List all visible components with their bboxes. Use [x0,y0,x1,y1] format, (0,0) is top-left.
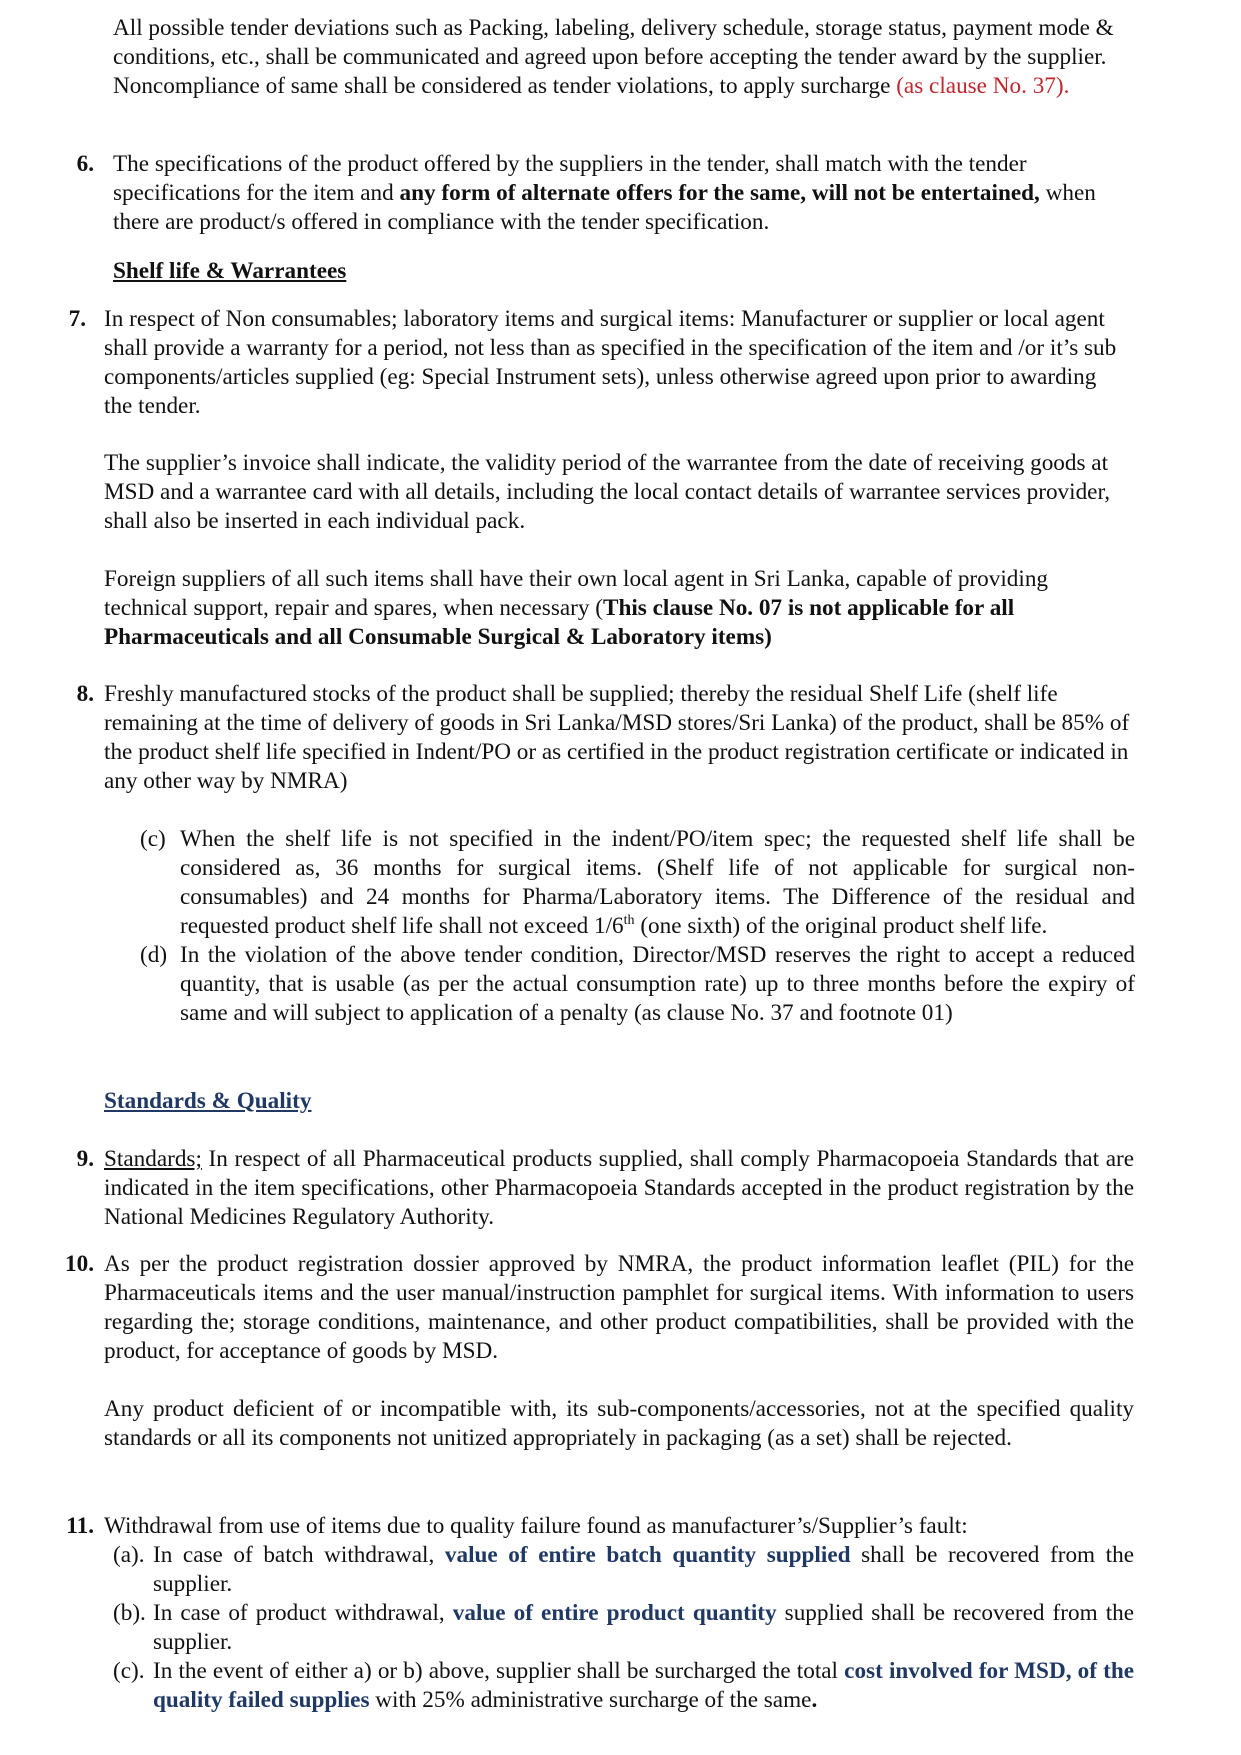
clause-10-number: 10. [65,1251,94,1277]
clause-9-number: 9. [76,1146,94,1172]
clause-11-item-a-post: shall be recovered from the supplier. [153,1542,1135,1597]
clause-11-number: 11. [66,1513,94,1539]
intro-clause-ref: (as clause No. 37). [896,73,1070,99]
clause-9-underlined: Standards; [104,1146,202,1172]
clause-8-item-c-text: When the shelf life is not specified in the indent/PO/item spec; the requested shelf life shall be considered as, 36 months for surgical items. (Shelf life of not applicable for surgical non-consumables) and 24 months for Pharma/Laboratory items. The Difference of the residual and requested product shelf life shall not exceed 1/6 [180,826,1135,939]
clause-11-item-a [113,1541,1134,1599]
shelf-life-heading: Shelf life & Warrantees [113,258,347,284]
clause-11-item-c-label: (c). [113,1658,145,1684]
clause-6-post: when there are product/s offered in compliance with the tender specification. [113,180,1096,235]
standards-heading: Standards & Quality [104,1088,312,1114]
clause-7-number: 7. [68,306,86,332]
clause-7-p1: In respect of Non consumables; laboratory items and surgical items: Manufacturer or supplier or local agent shall provide a warranty for a period, not less than as specified in the specification of the item and /or it’s sub components/articles supplied (eg: Special Instrument sets), unless otherwise agreed upon prior to awarding the tender. [104,306,1117,419]
clause-11-item-b-label: (b). [113,1600,146,1626]
clause-7-p2: The supplier’s invoice shall indicate, the validity period of the warrantee from the date of receiving goods at MSD and a warrantee card with all details, including the local contact details of warrantee services provider, shall also be inserted in each individual pack. [104,450,1111,534]
clause-11-item-b-post: supplied shall be recovered from the supplier. [153,1600,1135,1655]
clause-8-item-c-label: (c) [140,826,166,852]
clause-11-item-b [113,1599,1134,1657]
clause-7-p3-bold: This clause No. 07 is not applicable for all Pharmaceuticals and all Consumable Surgical & Laboratory items) [104,595,1015,650]
clause-11-item-c-pre: In the event of either a) or b) above, supplier shall be surcharged the total [153,1658,839,1684]
clause-8-text: Freshly manufactured stocks of the product shall be supplied; thereby the residual Shelf Life (shelf life remaining at the time of delivery of goods in Sri Lanka/MSD stores/Sri Lanka) of the product, shall be 85% of the product shelf life specified in Indent/PO or as certified in the product registration certificate or indicated in any other way by NMRA) [104,681,1130,794]
clause-6-text [113,150,1118,237]
clause-6-bold: any form of alternate offers for the same, will not be entertained, [399,180,1040,206]
clause-11-item-b-bold: value of entire product quantity [452,1600,777,1626]
clause-11-item-a-bold: value of entire batch quantity supplied [444,1542,851,1568]
clause-8-item-d-label: (d) [140,942,168,968]
intro-text: All possible tender deviations such as Packing, labeling, delivery schedule, storage status, payment mode & conditions, etc., shall be communicated and agreed upon before accepting the tender award by the supplier. Noncompliance of same shall be considered as tender violations, to apply surcharge [113,15,1114,99]
clause-6-number: 6. [76,151,94,177]
clause-11-item-a-pre: In case of batch withdrawal, [153,1542,435,1568]
clause-11-item-a-label: (a). [113,1542,145,1568]
clause-11-item-c-end: . [811,1687,818,1713]
clause-10-p1: As per the product registration dossier approved by NMRA, the product information leaflet (PIL) for the Pharmaceuticals items and the user manual/instruction pamphlet for surgical items. With information to users regarding the; storage conditions, maintenance, and other product compatibilities, shall be provided with the product, for acceptance of goods by MSD. [104,1251,1134,1364]
clause-11-sublist [113,1541,1134,1715]
clause-9-body: In respect of all Pharmaceutical products supplied, shall comply Pharmacopoeia Standards that are indicated in the item specifications, other Pharmacopoeia Standards accepted in the product registration by the National Medicines Regulatory Authority. [104,1146,1134,1230]
intro-paragraph [113,14,1118,101]
clause-11-item-c [113,1657,1134,1715]
clause-8-number: 8. [76,681,94,707]
clause-11-lead: Withdrawal from use of items due to quality failure found as manufacturer’s/Supplier’s fault: [104,1513,968,1539]
clause-8-item-d-text: In the violation of the above tender condition, Director/MSD reserves the right to accept a reduced quantity, that is usable (as per the actual consumption rate) up to three months before the expiry of same and will subject to application of a penalty (as clause No. 37 and footnote 01) [180,942,1135,1026]
clause-10-p2: Any product deficient of or incompatible with, its sub-components/accessories, not at the specified quality standards or all its components not unitized appropriately in packaging (as a set) shall be rejected. [104,1396,1134,1451]
clause-7-p3-pre: Foreign suppliers of all such items shall have their own local agent in Sri Lanka, capable of providing technical support, repair and spares, when necessary ( [104,566,1049,621]
clause-8-item-c-sup: th [623,913,635,928]
clause-11-item-c-post: with 25% administrative surcharge of the same [375,1687,812,1713]
clause-8-item-c-tail: (one sixth) of the original product shelf life. [634,913,1048,939]
clause-8-item-c [140,825,1135,941]
clause-11-item-b-pre: In case of product withdrawal, [153,1600,445,1626]
clause-9-text [104,1145,1134,1232]
clause-8-sublist [140,825,1135,1028]
clause-8-item-d [140,941,1135,1028]
clause-6-pre: The specifications of the product offered by the suppliers in the tender, shall match with the tender specifications for the item and [113,151,1027,206]
clause-7-p3 [104,565,1124,652]
clause-11-item-c-bold: cost involved for MSD, of the quality failed supplies [153,1658,1135,1713]
